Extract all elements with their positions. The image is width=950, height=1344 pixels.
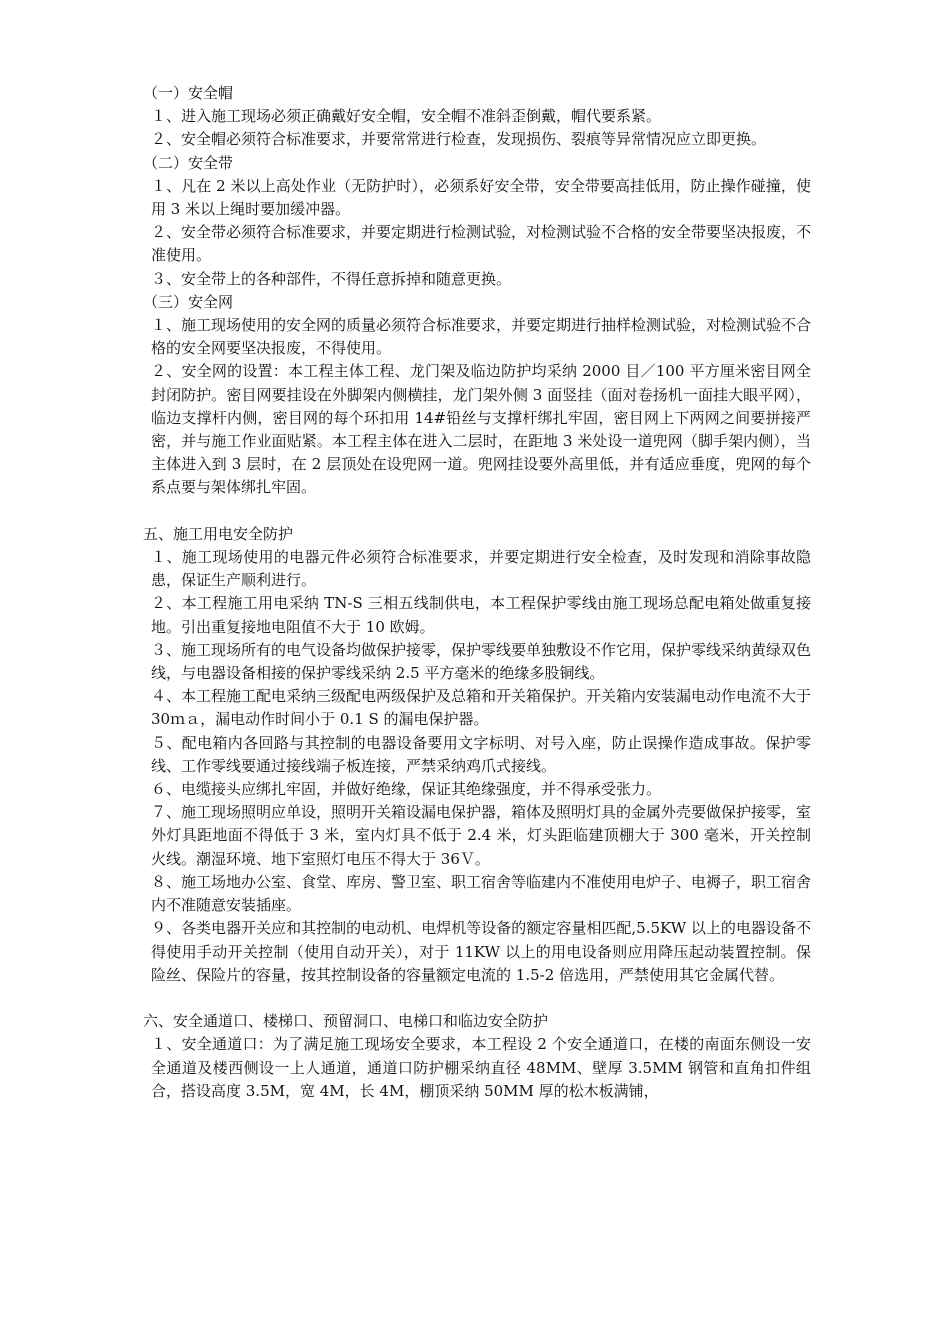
subheading-safety-net: （三）安全网 bbox=[143, 292, 234, 311]
blank-line bbox=[143, 500, 811, 523]
paragraph-belt-1: １、凡在 2 米以上高处作业（无防护时），必须系好安全带，安全带要高挂低用，防止操作碰撞，使用 3 米以上绳时要加缓冲器。 bbox=[151, 176, 811, 219]
paragraph-electrical-3: ３、施工现场所有的电气设备均做保护接零，保护零线要单独敷设不作它用，保护零线采纳黄绿双色线，与电器设备相接的保护零线采纳 2.5 平方毫米的绝缘多股铜线。 bbox=[151, 640, 812, 683]
blank-line bbox=[143, 987, 811, 1010]
section-heading-electrical: 五、施工用电安全防护 bbox=[143, 524, 294, 543]
paragraph-net-1: １、施工现场使用的安全网的质量必须符合标准要求，并要定期进行抽样检测试验，对检测试验不合格的安全网要坚决报废，不得使用。 bbox=[151, 316, 812, 358]
paragraph-hardhat-2: ２、安全帽必须符合标准要求，并要常常进行检查，发现损伤、裂痕等异常情况应立即更换。 bbox=[151, 130, 767, 149]
paragraph-electrical-7: ７、施工现场照明应单设，照明开关箱设漏电保护器，箱体及照明灯具的金属外壳要做保护接零，室外灯具距地面不得低于 3 米，室内灯具不低于 2.4 米，灯头距临建顶棚大于 300 毫米，开关控制火线。潮湿环境、地下室照灯电压不得大于 36Ｖ。 bbox=[151, 803, 812, 868]
document-body bbox=[143, 82, 811, 1103]
paragraph-electrical-5: ５、配电箱内各回路与其控制的电器设备要用文字标明、对号入座，防止误操作造成事故。保护零线、工作零线要通过接线端子板连接，严禁采纳鸡爪式接线。 bbox=[151, 733, 811, 775]
paragraph-electrical-8: ８、施工场地办公室、食堂、库房、警卫室、职工宿舍等临建内不准使用电炉子、电褥子，职工宿舍内不准随意安装插座。 bbox=[151, 872, 812, 915]
paragraph-belt-3: ３、安全带上的各种部件，不得任意拆掉和随意更换。 bbox=[151, 269, 512, 288]
paragraph-electrical-4: ４、本工程施工配电采纳三级配电两级保护及总箱和开关箱保护。开关箱内安装漏电动作电流不大于 30ｍａ，漏电动作时间小于 0.1 S 的漏电保护器。 bbox=[151, 687, 812, 729]
paragraph-electrical-1: １、施工现场使用的电器元件必须符合标准要求，并要定期进行安全检查，及时发现和消除事故隐患，保证生产顺利进行。 bbox=[151, 548, 811, 590]
paragraph-electrical-2: ２、本工程施工用电采纳 TN-S 三相五线制供电，本工程保护零线由施工现场总配电箱处做重复接地。引出重复接地电阻值不大于 10 欧姆。 bbox=[151, 594, 811, 636]
paragraph-net-2: ２、安全网的设置：本工程主体工程、龙门架及临边防护均采纳 2000 目／100 平方厘米密目网全封闭防护。密目网要挂设在外脚架内侧横挂，龙门架外侧 3 面竖挂（面对卷扬机一面挂大眼平网），临边支撑杆内侧，密目网的每个环扣用 14#铅丝与支撑杆绑扎牢固，密目网上下两网之间要拼接严密，并与施工作业面贴紧。本工程主体在进入二层时，在距地 3 米处设一道兜网（脚手架内侧），当主体进入到 3 层时，在 2 层顶处在设兜网一道。兜网挂设要外高里低，并有适应垂度，兜网的每个系点要与架体绑扎牢固。 bbox=[151, 362, 811, 497]
paragraph-openings-1: １、安全通道口：为了满足施工现场安全要求，本工程设 2 个安全通道口，在楼的南面东侧设一安全通道及楼西侧设一上人通道，通道口防护棚采纳直径 48MM、壁厚 3.5MM 钢管和直角扣件组合，搭设高度 3.5M，宽 4M，长 4M，棚顶采纳 50MM 厚的松木板满铺， bbox=[151, 1035, 811, 1100]
paragraph-electrical-6: ６、电缆接头应绑扎牢固，并做好绝缘，保证其绝缘强度，并不得承受张力。 bbox=[151, 780, 662, 799]
subheading-hardhat: （一）安全帽 bbox=[143, 84, 234, 102]
paragraph-electrical-9: ９、各类电器开关应和其控制的电动机、电焊机等设备的额定容量相匹配,5.5KW 以上的电器设备不得使用手动开关控制（使用自动开关），对于 11KW 以上的用电设备则应用降压起动装置控制。保险丝、保险片的容量，按其控制设备的容量额定电流的 1.5-2 倍选用，严禁使用其它金属代替。 bbox=[151, 919, 811, 984]
section-heading-openings: 六、安全通道口、楼梯口、预留洞口、电梯口和临边安全防护 bbox=[143, 1012, 549, 1031]
paragraph-belt-2: ２、安全带必须符合标准要求，并要定期进行检测试验，对检测试验不合格的安全带要坚决报废，不准使用。 bbox=[151, 223, 812, 265]
paragraph-hardhat-1: １、进入施工现场必须正确戴好安全帽，安全帽不准斜歪倒戴，帽代要系紧。 bbox=[151, 107, 662, 126]
subheading-safety-belt: （二）安全带 bbox=[143, 153, 234, 172]
